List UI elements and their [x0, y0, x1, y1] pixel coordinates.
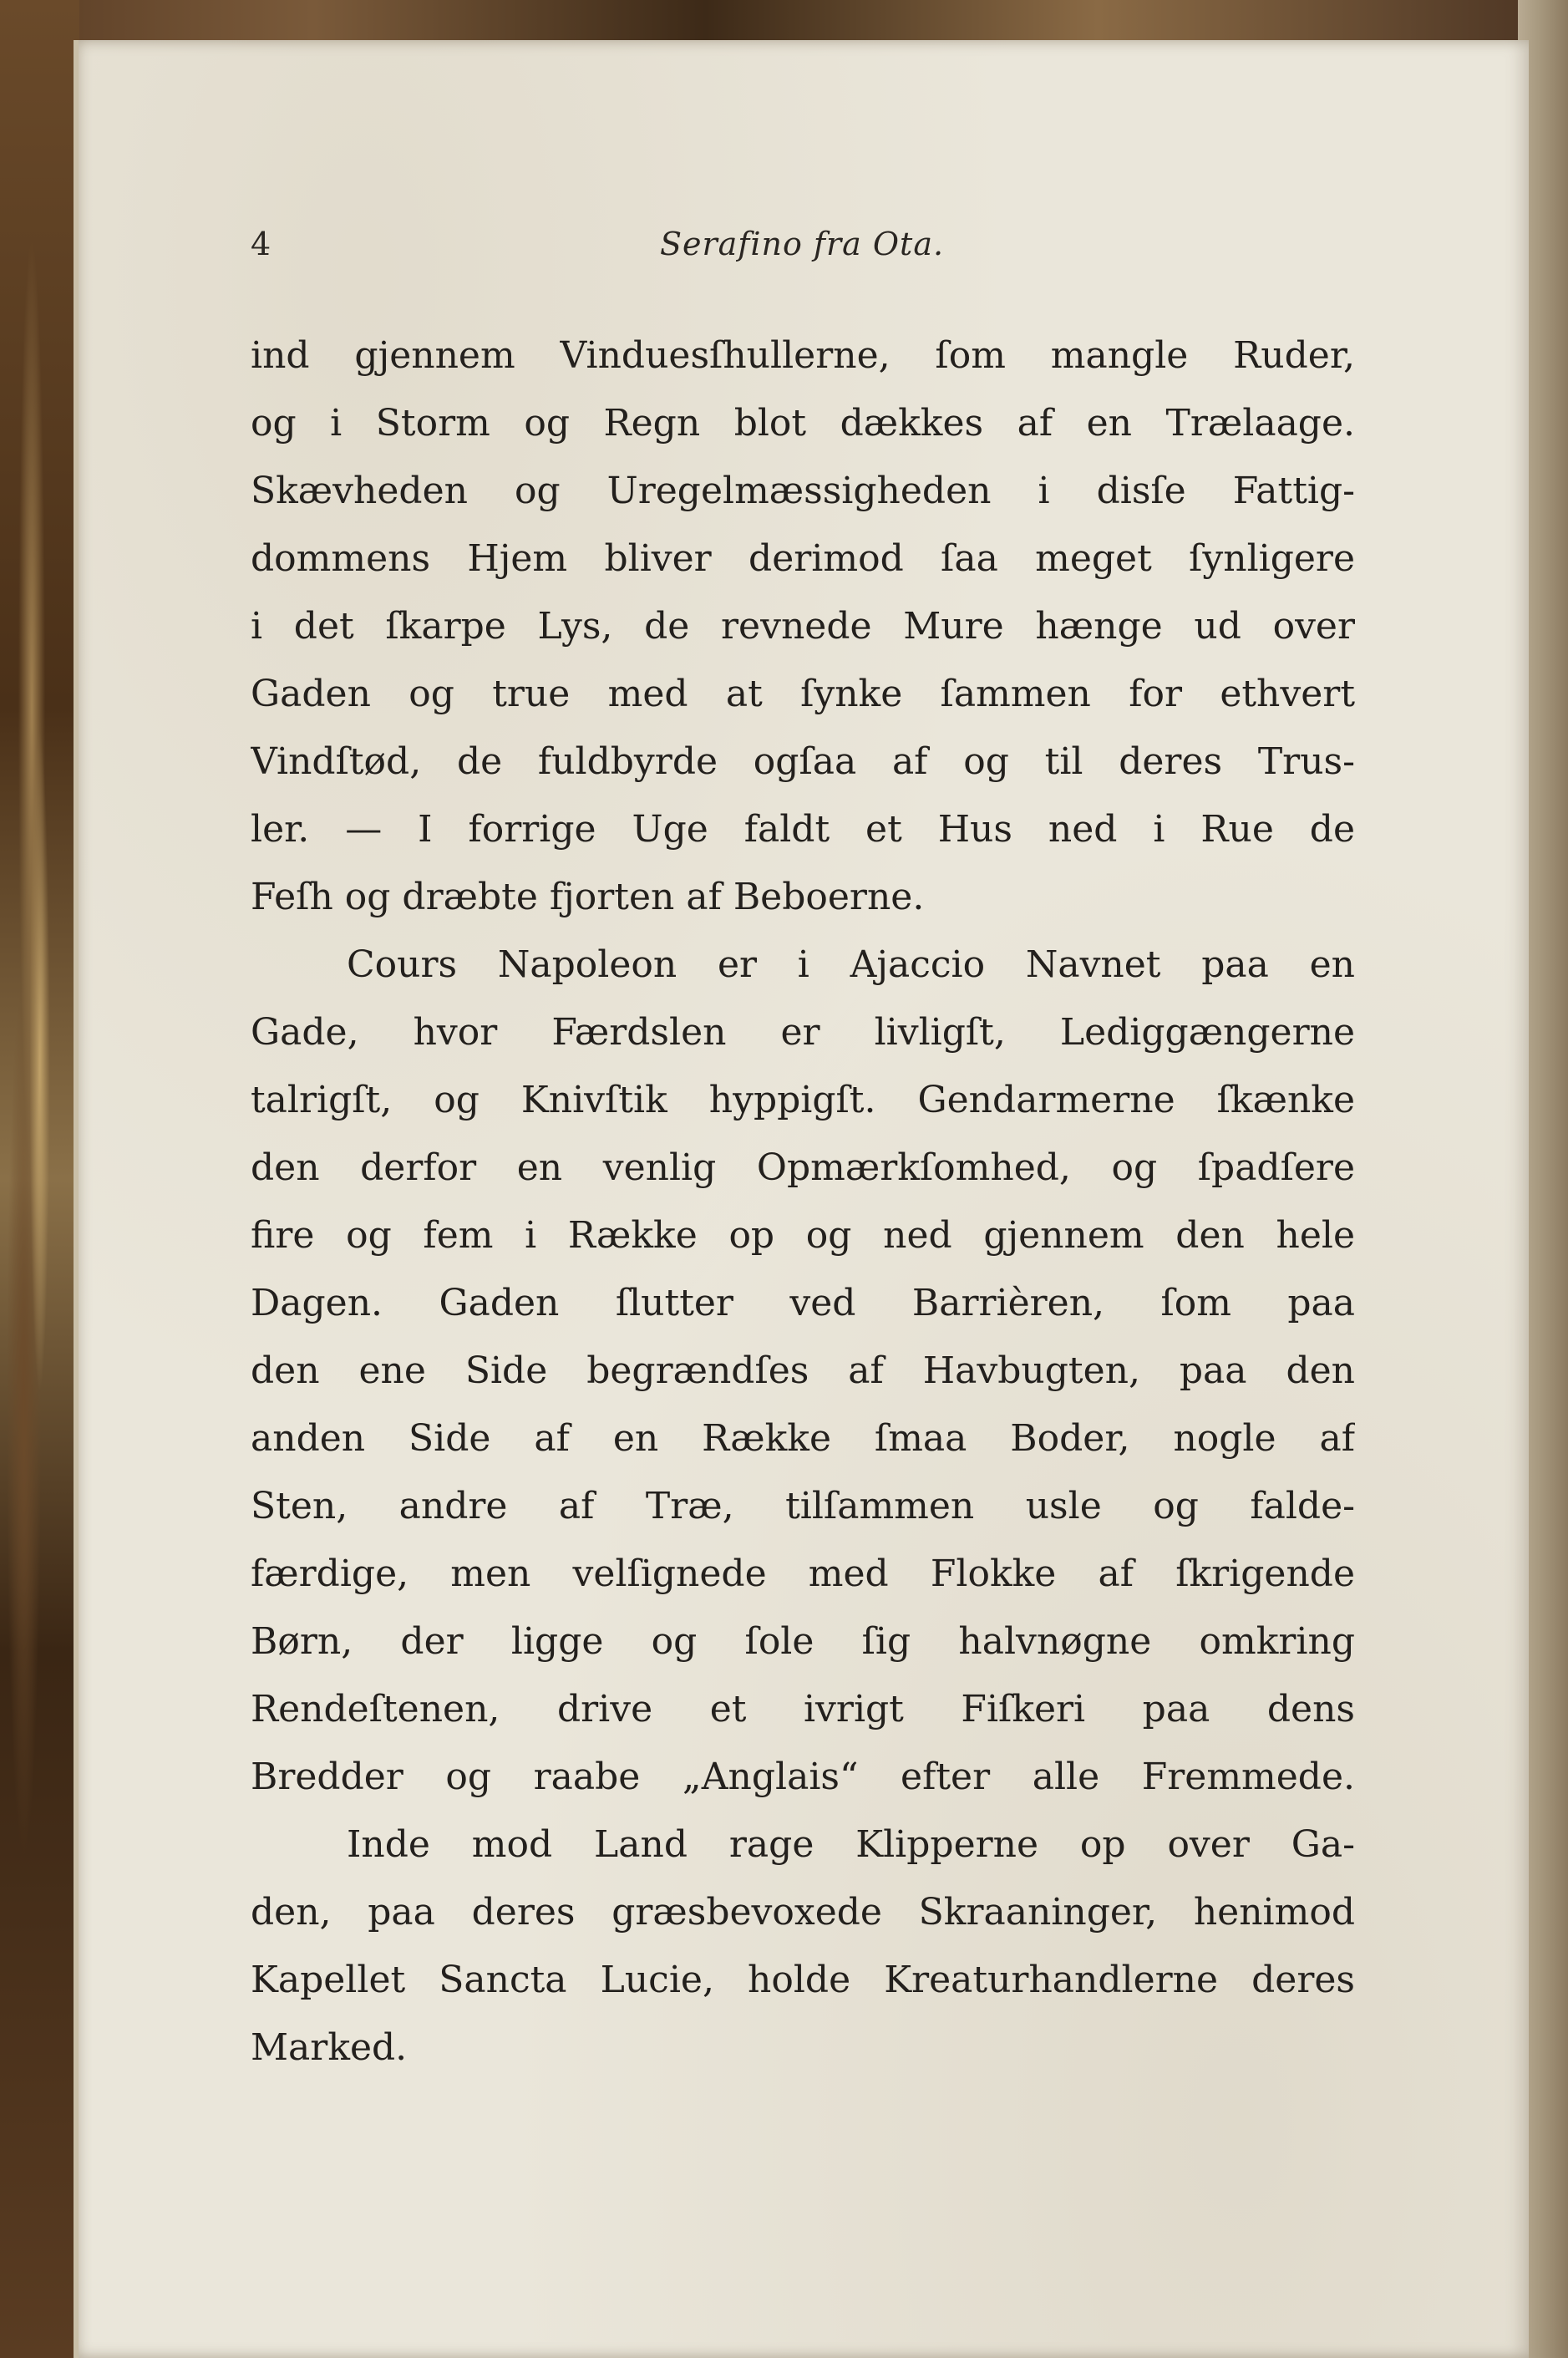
text-line: Skævheden og Uregelmæssigheden i disſe Fattig- — [251, 470, 1355, 512]
page-gutter — [74, 40, 79, 2358]
text-line: Cours Napoleon er i Ajaccio Navnet paa en — [347, 943, 1355, 986]
text-line: Gaden og true med at ſynke ſammen for ethvert — [251, 673, 1355, 715]
text-line: Kapellet Sancta Lucie, holde Kreaturhandlerne deres — [251, 1959, 1355, 2001]
text-line: den derfor en venlig Opmærkſomhed, og ſpadſere — [251, 1146, 1355, 1189]
text-line: Dagen. Gaden ſlutter ved Barrièren, ſom paa — [251, 1282, 1355, 1324]
text-line: Sten, andre af Træ, tilſammen usle og falde- — [251, 1485, 1355, 1527]
text-line: Rendeſtenen, drive et ivrigt Fiſkeri paa dens — [251, 1688, 1355, 1730]
text-line: og i Storm og Regn blot dækkes af en Trælaage. — [251, 402, 1355, 445]
text-line: fire og fem i Række op og ned gjennem den hele — [251, 1214, 1355, 1257]
text-line: færdige, men velſignede med Flokke af ſkrigende — [251, 1553, 1355, 1595]
text-line: talrigſt, og Knivſtik hyppigſt. Gendarmerne ſkænke — [251, 1079, 1355, 1121]
text-line: i det ſkarpe Lys, de revnede Mure hænge ud over — [251, 605, 1355, 648]
text-line: Feſh og dræbte fjorten af Beboerne. — [251, 876, 925, 918]
text-line: ind gjennem Vinduesſhullerne, ſom mangle Ruder, — [251, 334, 1355, 377]
text-line: dommens Hjem bliver derimod ſaa meget ſynligere — [251, 537, 1355, 580]
text-line: den ene Side begrændſes af Havbugten, paa den — [251, 1349, 1355, 1392]
text-line: Marked. — [251, 2026, 408, 2069]
running-title: Serafino fra Ota. — [659, 226, 945, 262]
text-line: ler. — I forrige Uge faldt et Hus ned i Rue de — [251, 808, 1355, 851]
text-line: anden Side af en Række ſmaa Boder, nogle af — [251, 1417, 1355, 1460]
text-line: den, paa deres græsbevoxede Skraaninger, henimod — [251, 1891, 1355, 1934]
text-line: Bredder og raabe „Anglais“ efter alle Fremmede. — [251, 1756, 1355, 1798]
page-number: 4 — [251, 226, 271, 262]
body-text — [251, 322, 1355, 2081]
page-header — [251, 226, 1353, 276]
book-cover-marbled-edge — [0, 0, 79, 2358]
text-line: Vindſtød, de fuldbyrde ogſaa af og til deres Trus- — [251, 740, 1355, 783]
text-line: Børn, der ligge og ſole ſig halvnøgne omkring — [251, 1620, 1355, 1663]
text-line: Gade, hvor Færdslen er livligſt, Lediggængerne — [251, 1011, 1355, 1054]
text-line: Inde mod Land rage Klipperne op over Ga- — [347, 1823, 1355, 1866]
